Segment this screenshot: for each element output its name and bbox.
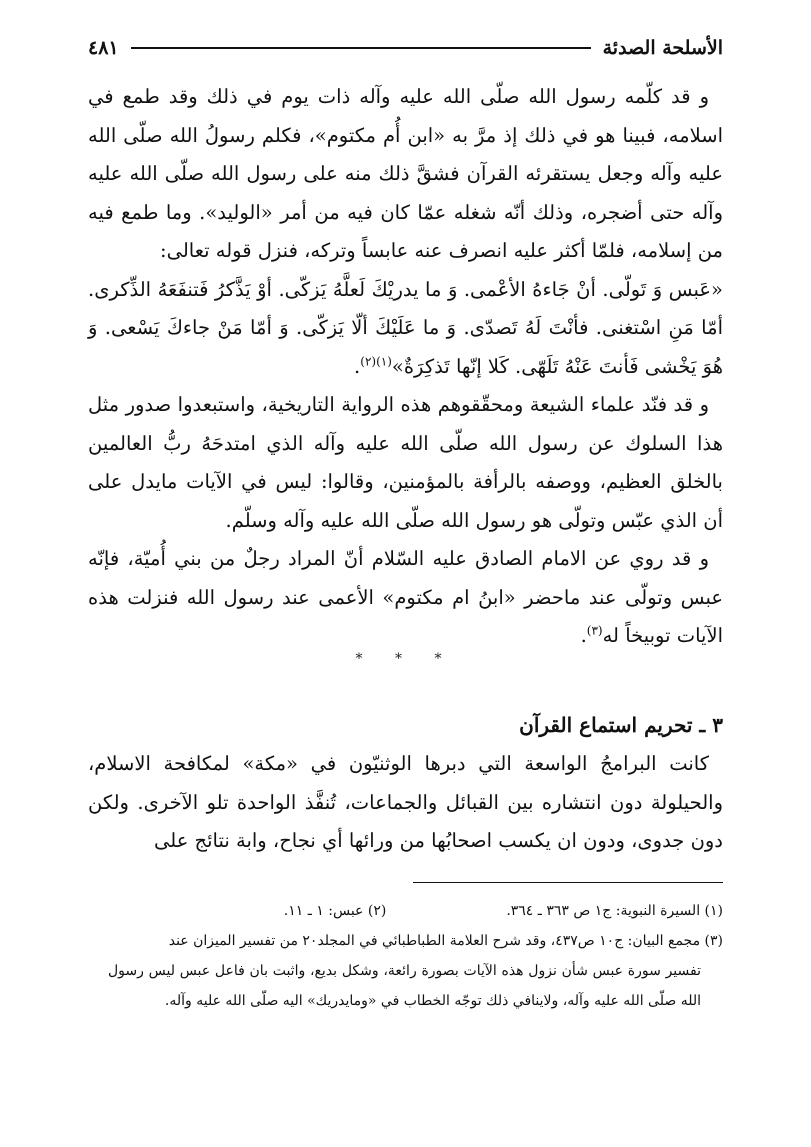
section-paragraph: كانت البرامجُ الواسعة التي دبرها الوثنيّون في «مكة» لمكافحة الاسلام، والحيلولة دون انتشاره بين القبائل والجماعات، تُنفَّذ الواحدة تلو الآخرى. ولكن دون جدوى، ودون ان يكسب اصحابُها من ورائها أي نجاح، وابة نتائج على: [88, 752, 723, 852]
footnote-1: (١) السيرة النبوية: ج١ ص ٣٦٣ ـ ٣٦٤.: [506, 903, 723, 919]
footnote-ref-3: (٣): [586, 623, 603, 638]
verse-end: .: [354, 354, 361, 378]
footnote-3: [108, 926, 723, 1016]
paragraph-3: [88, 540, 723, 656]
footnotes: [108, 896, 723, 1016]
verse-footnote-refs: (١)(٢): [360, 354, 392, 368]
running-title: الأسلحة الصدئة: [602, 37, 723, 59]
main-text: [88, 78, 723, 656]
header-rule: [131, 47, 591, 49]
section-separator: * * *: [355, 651, 456, 667]
paragraph-3-text: و قد روي عن الامام الصادق عليه السّلام أنّ المراد رجلٌ من بني أُميّة، فإنّه عبس وتولّى عند ماحضر «ابنُ ام مكتوم» الأعمى عند رسول الله فنزلت هذه الآيات توبيخاً له: [88, 547, 723, 647]
page-number: ٤٨١: [88, 37, 119, 59]
paragraph-2: و قد فنّد علماء الشيعة ومحقّقوهم هذه الرواية التاريخية، واستبعدوا صدور مثل هذا السلوك عن رسول الله صلّى الله عليه وآله الذي امتدحَهُ ربُّ العالمين بالخلق العظيم، ووصفه بالرأفة بالمؤمنين، وقالوا: ليس في الآيات مايدل على أن الذي عبّس وتولّى هو رسول الله صلّى الله عليه وآله وسلّم.: [88, 393, 723, 532]
page-header: [88, 30, 723, 66]
section-heading: ٣ ـ تحريم استماع القرآن: [519, 713, 723, 737]
footnote-3-first-line: (٣) مجمع البيان: ج١٠ ص٤٣٧، وقد شرح العلامة الطباطبائي في المجلد٢٠ من تفسير الميزان عند: [168, 933, 723, 949]
paragraph-3-end: .: [580, 624, 587, 647]
footnote-2: (٢) عبس: ١ ـ ١١.: [283, 903, 387, 919]
footnote-3-continuation: تفسير سورة عبس شأن نزول هذه الآيات بصورة رائعة، وشكل بديع، واثبت بان فاعل عبس ليس رسول الله صلّى الله عليه وآله، ولاينافي ذلك توجّه الخطاب في «ومايدريك» اليه صلّى الله عليه وآله.: [108, 963, 701, 1009]
quran-verse: [88, 271, 723, 387]
footnote-rule: [413, 882, 723, 883]
footnotes-row-1: [108, 896, 723, 926]
section-3: [88, 705, 723, 861]
paragraph-1: و قد كلّمه رسول الله صلّى الله عليه وآله ذات يوم في ذلك وقد طمع في اسلامه، فبينا هو في ذلك إذ مرَّ به «ابن أُم مكتوم»، فكلم رسولُ الله صلّى الله عليه وآله وجعل يستقرئه القرآن فشقَّ ذلك منه على رسول الله صلّى الله عليه وآله حتى أضجره، وذلك أنّه شغله عمّا كان فيه من أمر «الوليد». وما طمع فيه من إسلامه، فلمّا أكثر عليه انصرف عنه عابساً وتركه، فنزل قوله تعالى:: [88, 85, 723, 262]
verse-text: «عَبس وَ تَولّى. أنْ جَاءهُ الأعْمى. وَ ما يدريْكَ لَعلَّهُ يَزكّى. أوْ يَذَّكرُ فَتنفَعَهُ الذِّكرى. أمّا مَنِ اسْتغنى. فأنْتَ لَهُ تَصدّى. وَ ما عَلَيْكَ ألّا يَزكّى. وَ أمّا مَنْ جاءكَ يَسْعى. وَ هُوَ يَخْشى فَأنتَ عَنْهُ تَلَهّى. كَلا إنّها تَذكِرَةٌ»: [88, 277, 723, 378]
